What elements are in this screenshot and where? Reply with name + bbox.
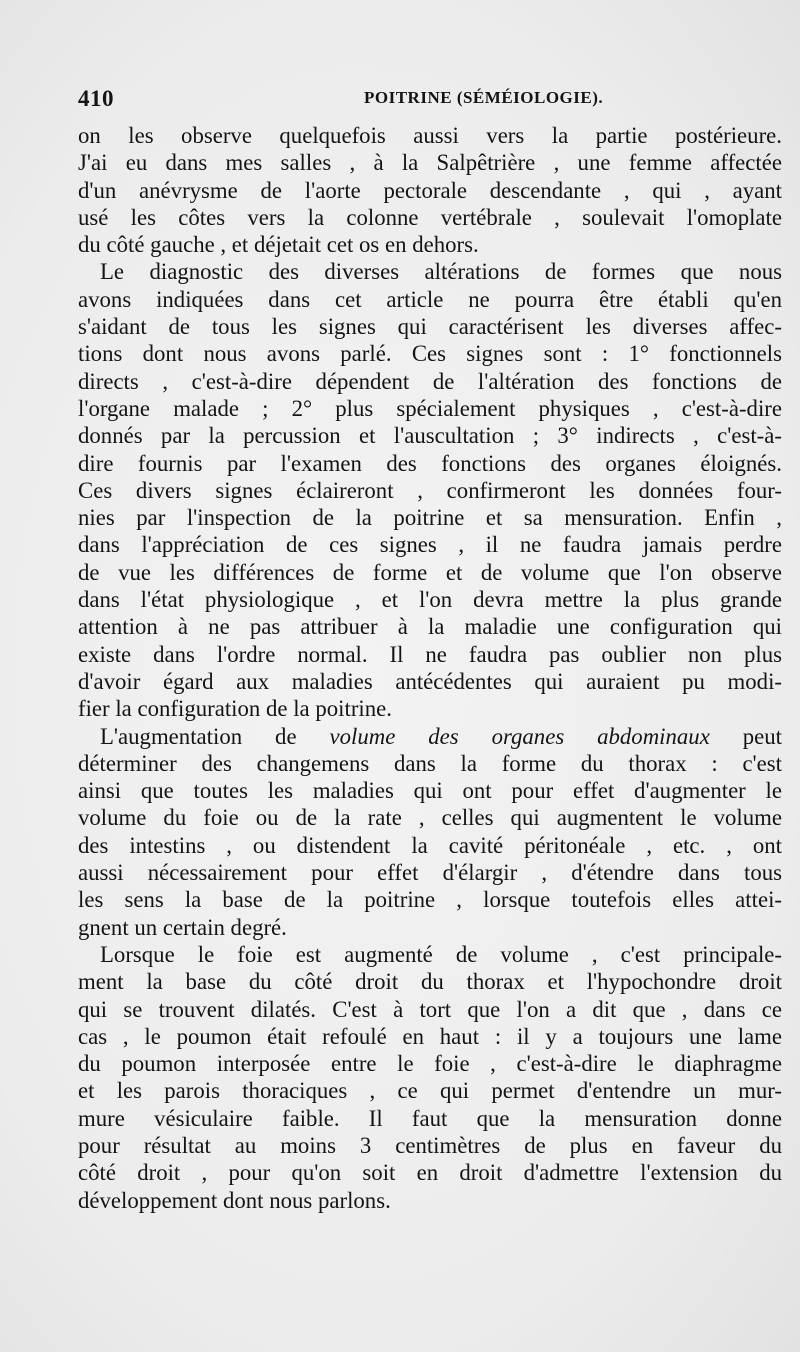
text-line: gnent un certain degré.: [78, 914, 287, 940]
text-line: d'un anévrysme de l'aorte pectorale descendante , qui , ayant: [78, 177, 782, 203]
text-line: fier la configuration de la poitrine.: [78, 696, 392, 722]
text-line: Ces divers signes éclaireront , confirmeront les données four-: [78, 477, 782, 503]
text-line: et les parois thoraciques , ce qui permet d'entendre un mur-: [78, 1078, 782, 1104]
text-line: nies par l'inspection de la poitrine et sa mensuration. Enfin ,: [78, 505, 782, 531]
text-line-with-italic: [78, 723, 782, 750]
text-line: tions dont nous avons parlé. Ces signes sont : 1° fonctionnels: [78, 341, 782, 367]
text-line: Lorsque le foie est augmenté de volume , c'est principale-: [100, 941, 782, 967]
italic-phrase: volume des organes abdominaux: [329, 723, 710, 749]
text-line: les sens la base de la poitrine , lorsque toutefois elles attei-: [78, 887, 782, 913]
text-line: existe dans l'ordre normal. Il ne faudra pas oublier non plus: [78, 641, 782, 667]
page-header: [78, 86, 768, 118]
body-text: [78, 122, 782, 1214]
text-line: des intestins , ou distendent la cavité péritonéale , etc. , ont: [78, 832, 782, 858]
text-line: Le diagnostic des diverses altérations de formes que nous: [100, 259, 782, 285]
text-segment: peut: [709, 723, 783, 749]
running-title: POITRINE (SÉMÉIOLOGIE).: [364, 88, 604, 107]
text-line: cas , le poumon était refoulé en haut : il y a toujours une lame: [78, 1023, 782, 1049]
text-line: on les observe quelquefois aussi vers la partie postérieure.: [78, 123, 782, 148]
text-line: usé les côtes vers la colonne vertébrale , soulevait l'omoplate: [78, 204, 782, 230]
text-line: directs , c'est-à-dire dépendent de l'altération des fonctions de: [78, 368, 782, 394]
text-line: donnés par la percussion et l'auscultation ; 3° indirects , c'est-à-: [78, 423, 782, 449]
text-line: aussi nécessairement pour effet d'élargir , d'étendre dans tous: [78, 860, 782, 886]
page-number: 410: [78, 86, 114, 111]
text-line: d'avoir égard aux maladies antécédentes qui auraient pu modi-: [78, 668, 782, 694]
text-line: ainsi que toutes les maladies qui ont pour effet d'augmenter le: [78, 778, 782, 804]
text-line: l'organe malade ; 2° plus spécialement physiques , c'est-à-dire: [78, 395, 782, 421]
text-line: du poumon interposée entre le foie , c'est-à-dire le diaphragme: [78, 1051, 782, 1077]
text-line: volume du foie ou de la rate , celles qui augmentent le volume: [78, 805, 782, 831]
text-line: développement dont nous parlons.: [78, 1187, 391, 1213]
text-line: mure vésiculaire faible. Il faut que la mensuration donne: [78, 1105, 782, 1131]
text-line: qui se trouvent dilatés. C'est à tort que l'on a dit que , dans ce: [78, 996, 782, 1022]
text-segment: L'augmentation de: [100, 723, 330, 749]
text-line: de vue les différences de forme et de volume que l'on observe: [78, 559, 782, 585]
text-line: dans l'état physiologique , et l'on devra mettre la plus grande: [78, 587, 782, 613]
text-line: s'aidant de tous les signes qui caractérisent les diverses affec-: [78, 314, 782, 340]
text-line: du côté gauche , et déjetait cet os en dehors.: [78, 232, 479, 258]
text-line: côté droit , pour qu'on soit en droit d'admettre l'extension du: [78, 1160, 782, 1186]
text-line: pour résultat au moins 3 centimètres de plus en faveur du: [78, 1132, 782, 1158]
text-line: dire fournis par l'examen des fonctions des organes éloignés.: [78, 450, 782, 476]
text-line: ment la base du côté droit du thorax et l'hypochondre droit: [78, 969, 782, 995]
text-line: avons indiquées dans cet article ne pourra être établi qu'en: [78, 286, 782, 312]
text-line: dans l'appréciation de ces signes , il ne faudra jamais perdre: [78, 532, 782, 558]
text-line: J'ai eu dans mes salles , à la Salpêtrière , une femme affectée: [78, 150, 782, 176]
text-line: déterminer des changemens dans la forme du thorax : c'est: [78, 750, 782, 776]
text-line: attention à ne pas attribuer à la maladie une configuration qui: [78, 614, 782, 640]
